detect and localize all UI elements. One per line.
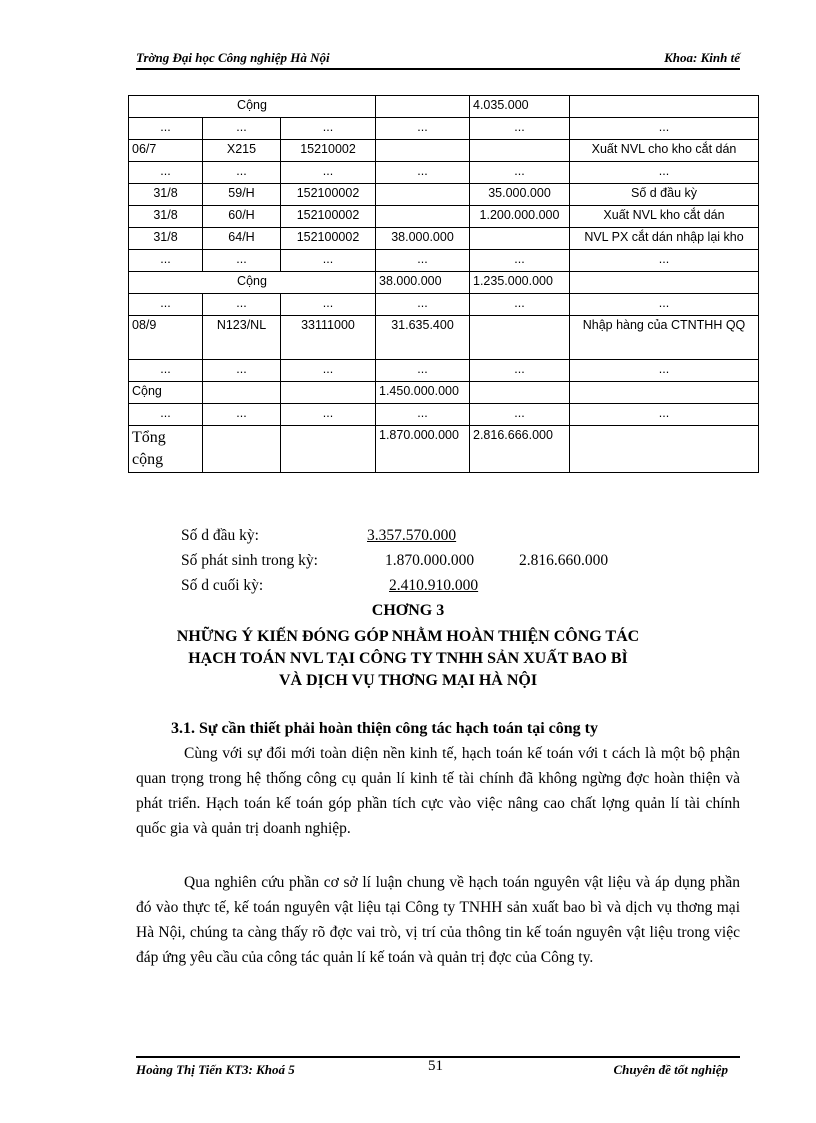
ellipsis-cell: ... bbox=[570, 162, 759, 184]
description-cell bbox=[570, 272, 759, 294]
credit-cell: 1.200.000.000 bbox=[470, 206, 570, 228]
ellipsis-cell: ... bbox=[281, 360, 376, 382]
ellipsis-cell: ... bbox=[470, 294, 570, 316]
credit-cell: 35.000.000 bbox=[470, 184, 570, 206]
ellipsis-cell: ... bbox=[470, 250, 570, 272]
period-activity-label: Số phát sinh trong kỳ: bbox=[181, 552, 318, 569]
debit-cell: 38.000.000 bbox=[376, 228, 470, 250]
page-footer bbox=[136, 1056, 740, 1076]
table-row bbox=[129, 404, 759, 426]
subtotal-label: Cộng bbox=[129, 272, 376, 294]
paragraph bbox=[136, 870, 740, 970]
chapter-number: CHƠNG 3 bbox=[371, 602, 445, 619]
ellipsis-cell: ... bbox=[470, 404, 570, 426]
table-row bbox=[129, 140, 759, 162]
ellipsis-cell: ... bbox=[203, 162, 281, 184]
ellipsis-cell: ... bbox=[281, 162, 376, 184]
paragraph bbox=[136, 741, 740, 841]
ellipsis-cell: ... bbox=[570, 118, 759, 140]
table-row bbox=[129, 206, 759, 228]
footer-author: Hoàng Thị Tiến KT3: Khoá 5 bbox=[136, 1062, 295, 1077]
ellipsis-cell: ... bbox=[570, 360, 759, 382]
ellipsis-cell: ... bbox=[203, 118, 281, 140]
table-row bbox=[129, 184, 759, 206]
closing-balance-label: Số d cuối kỳ: bbox=[181, 577, 264, 594]
ellipsis-cell: ... bbox=[281, 404, 376, 426]
table-row bbox=[129, 360, 759, 382]
account-cell: 15210002 bbox=[281, 140, 376, 162]
table-row bbox=[129, 228, 759, 250]
grand-total-label: Tổng cộng bbox=[129, 426, 203, 473]
debit-cell: 1.450.000.000 bbox=[376, 382, 470, 404]
debit-cell bbox=[376, 96, 470, 118]
table-row bbox=[129, 162, 759, 184]
debit-cell: 38.000.000 bbox=[376, 272, 470, 294]
voucher-cell: N123/NL bbox=[203, 316, 281, 360]
footer-thesis-label: Chuyên đề tốt nghiệp bbox=[613, 1062, 728, 1077]
chapter-title-line: NHỮNG Ý KIẾN ĐÓNG GÓP NHẰM HOÀN THIỆN CÔNG TÁC bbox=[176, 628, 640, 645]
debit-cell: 1.870.000.000 bbox=[376, 426, 470, 473]
header-faculty: Khoa: Kinh tế bbox=[664, 50, 740, 65]
description-cell bbox=[570, 426, 759, 473]
description-cell bbox=[570, 96, 759, 118]
subtotal-label: Cộng bbox=[129, 96, 376, 118]
ellipsis-cell: ... bbox=[376, 360, 470, 382]
ellipsis-cell: ... bbox=[129, 360, 203, 382]
voucher-cell: X215 bbox=[203, 140, 281, 162]
description-cell: Nhập hàng của CTNTHH QQ bbox=[570, 316, 759, 360]
ellipsis-cell: ... bbox=[281, 118, 376, 140]
ellipsis-cell: ... bbox=[470, 360, 570, 382]
account-cell: 33111000 bbox=[281, 316, 376, 360]
ellipsis-cell: ... bbox=[570, 404, 759, 426]
page-header bbox=[136, 50, 740, 70]
credit-cell bbox=[470, 316, 570, 360]
ellipsis-cell: ... bbox=[203, 294, 281, 316]
account-cell: 152100002 bbox=[281, 184, 376, 206]
credit-cell bbox=[470, 382, 570, 404]
debit-cell bbox=[376, 140, 470, 162]
ellipsis-cell: ... bbox=[570, 294, 759, 316]
opening-balance-label: Số d đầu kỳ: bbox=[181, 527, 259, 544]
chapter-title-line: HẠCH TOÁN NVL TẠI CÔNG TY TNHH SẢN XUẤT BAO BÌ bbox=[188, 650, 628, 667]
credit-cell: 2.816.666.000 bbox=[470, 426, 570, 473]
ellipsis-cell: ... bbox=[376, 404, 470, 426]
opening-balance-value: 3.357.570.000 bbox=[367, 527, 457, 544]
chapter-heading bbox=[128, 600, 688, 692]
subtotal-label: Cộng bbox=[129, 382, 203, 404]
account-cell: 152100002 bbox=[281, 228, 376, 250]
table-row bbox=[129, 250, 759, 272]
credit-cell: 1.235.000.000 bbox=[470, 272, 570, 294]
debit-cell bbox=[376, 184, 470, 206]
date-cell: 31/8 bbox=[129, 228, 203, 250]
header-school: Trờng Đại học Công nghiệp Hà Nội bbox=[136, 50, 330, 65]
ellipsis-cell: ... bbox=[570, 250, 759, 272]
account-cell: 152100002 bbox=[281, 206, 376, 228]
description-cell: Số d đầu kỳ bbox=[570, 184, 759, 206]
ellipsis-cell: ... bbox=[203, 404, 281, 426]
ellipsis-cell: ... bbox=[281, 294, 376, 316]
ellipsis-cell: ... bbox=[376, 250, 470, 272]
table-row bbox=[129, 294, 759, 316]
chapter-title-line: VÀ DỊCH VỤ THƠNG MẠI HÀ NỘI bbox=[278, 672, 538, 689]
ellipsis-cell: ... bbox=[129, 118, 203, 140]
debit-cell: 31.635.400 bbox=[376, 316, 470, 360]
voucher-cell bbox=[203, 382, 281, 404]
table-row bbox=[129, 316, 759, 360]
ellipsis-cell: ... bbox=[470, 118, 570, 140]
ellipsis-cell: ... bbox=[203, 360, 281, 382]
credit-cell: 4.035.000 bbox=[470, 96, 570, 118]
credit-cell bbox=[470, 228, 570, 250]
date-cell: 06/7 bbox=[129, 140, 203, 162]
date-cell: 08/9 bbox=[129, 316, 203, 360]
ellipsis-cell: ... bbox=[281, 250, 376, 272]
closing-balance-value: 2.410.910.000 bbox=[389, 577, 479, 594]
paragraph-text: Cùng với sự đổi mới toàn diện nền kinh tế, hạch toán kế toán với t cách là một bộ phận quan trọng trong hệ thống công cụ quản lí kinh tế tài chính đã không ngừng đợc hoàn thiện và phát triển. Hạch toán kế toán góp phần tích cực vào việc nâng cao chất lợng quản lí tài chính quốc gia và quản trị doanh nghiệp. bbox=[136, 745, 740, 837]
description-cell: Xuất NVL cho kho cắt dán bbox=[570, 140, 759, 162]
account-cell bbox=[281, 382, 376, 404]
account-cell bbox=[281, 426, 376, 473]
voucher-cell: 64/H bbox=[203, 228, 281, 250]
ledger-table bbox=[128, 95, 759, 473]
table-row bbox=[129, 96, 759, 118]
section-heading: 3.1. Sự cần thiết phải hoàn thiện công tác hạch toán tại công ty bbox=[171, 720, 598, 737]
grand-total-row bbox=[129, 426, 759, 473]
ellipsis-cell: ... bbox=[129, 250, 203, 272]
voucher-cell: 60/H bbox=[203, 206, 281, 228]
ellipsis-cell: ... bbox=[376, 162, 470, 184]
ellipsis-cell: ... bbox=[129, 404, 203, 426]
voucher-cell: 59/H bbox=[203, 184, 281, 206]
description-cell bbox=[570, 382, 759, 404]
paragraph-text: Qua nghiên cứu phần cơ sở lí luận chung về hạch toán nguyên vật liệu và áp dụng phần đó vào thực tế, kế toán nguyên vật liệu tại Công ty TNHH sản xuất bao bì và dịch vụ thơng mại Hà Nội, chúng ta càng thấy rõ đợc vai trò, vị trí của thông tin kế toán nguyên vật liệu trong việc đáp ứng yêu cầu của công tác quản lí kế toán và quản trị đợc của Công ty. bbox=[136, 874, 740, 966]
ellipsis-cell: ... bbox=[376, 294, 470, 316]
debit-cell bbox=[376, 206, 470, 228]
period-credit-value: 2.816.660.000 bbox=[519, 552, 609, 569]
description-cell: Xuất NVL kho cắt dán bbox=[570, 206, 759, 228]
table-row bbox=[129, 382, 759, 404]
table-row bbox=[129, 118, 759, 140]
credit-cell bbox=[470, 140, 570, 162]
page-number: 51 bbox=[428, 1058, 443, 1074]
ellipsis-cell: ... bbox=[203, 250, 281, 272]
ellipsis-cell: ... bbox=[129, 294, 203, 316]
description-cell: NVL PX cắt dán nhập lại kho bbox=[570, 228, 759, 250]
period-debit-value: 1.870.000.000 bbox=[385, 552, 475, 569]
date-cell: 31/8 bbox=[129, 184, 203, 206]
ellipsis-cell: ... bbox=[376, 118, 470, 140]
ellipsis-cell: ... bbox=[470, 162, 570, 184]
ellipsis-cell: ... bbox=[129, 162, 203, 184]
date-cell: 31/8 bbox=[129, 206, 203, 228]
voucher-cell bbox=[203, 426, 281, 473]
table-row bbox=[129, 272, 759, 294]
